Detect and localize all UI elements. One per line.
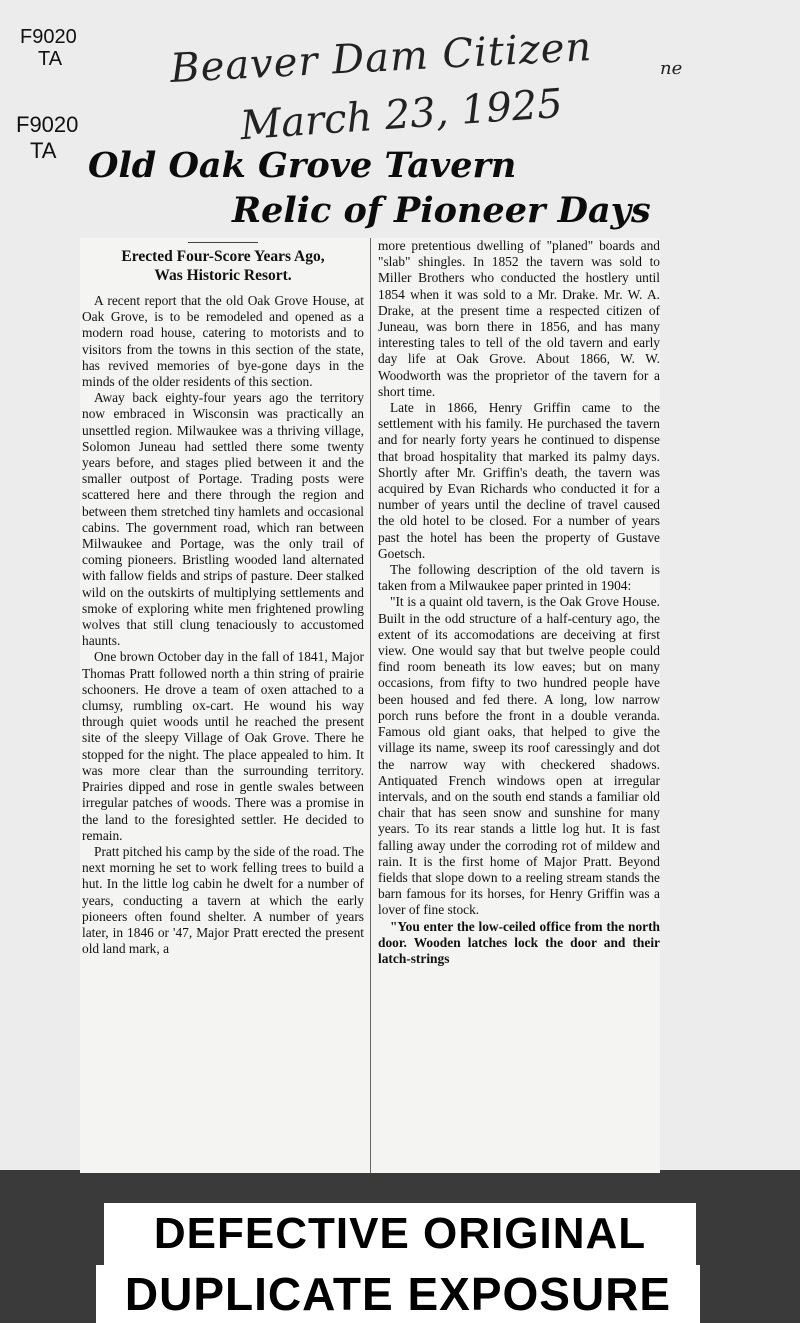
headline-line-1: Old Oak Grove Tavern <box>88 145 517 186</box>
catalog-code-1-number: F9020 <box>20 26 77 48</box>
article-column-1 <box>82 238 364 957</box>
paragraph: Away back eighty-four years ago the territory now embraced in Wisconsin was practically an unsettled region. Milwaukee was a thriving village, Solomon Juneau had settled there some twenty years before, and stages plied between it and the smaller outpost of Portage. Trading posts were scattered here and there through the region and between them stretched tiny hamlets and occasional cabins. The government road, which ran between Milwaukee and Portage, was the only trail of coming pioneers. Bristling wooded land alternated with fallow fields and strips of pasture. Deer stalked wild on the outskirts of multiplying settlements and smoke of exploring white men frightened prowling wolves that still clung tenaciously to accustomed haunts. <box>82 390 364 649</box>
catalog-code-2-suffix: TA <box>30 138 57 163</box>
margin-mark: ne <box>660 58 683 79</box>
article-column-2 <box>378 238 660 967</box>
column-divider <box>370 238 371 1173</box>
handwritten-publication: Beaver Dam Citizen <box>169 23 594 93</box>
paragraph: Late in 1866, Henry Griffin came to the settlement with his family. He purchased the tavern and for nearly forty years he continued to dispense that broad hospitality that marked its palmy days. Shortly after Mr. Griffin's death, the tavern was acquired by Evan Richards who conducted it for a number of years until the decline of travel caused the old hotel to be closed. For a number of years past the hotel has been the property of Gustave Goetsch. <box>378 400 660 561</box>
headline-line-2: Relic of Pioneer Days <box>232 190 651 231</box>
paragraph: One brown October day in the fall of 1841, Major Thomas Pratt followed north a thin string of prairie schooners. He drove a team of oxen attached to a clumsy, rumbling ox-cart. He wound his way through quiet woods until he reached the present site of the sleepy Village of Oak Grove. There he stopped for the night. The place appealed to him. It was more clear than the surrounding territory. Prairies dipped and rose in gentle swales between irregular patches of woods. There was a promise in the land to the foresighted settler. He decided to remain. <box>82 649 364 843</box>
handwritten-date: March 23, 1925 <box>238 80 565 150</box>
paragraph: A recent report that the old Oak Grove House, at Oak Grove, is to be remodeled and opened as a modern road house, catering to motorists and to visitors from the towns in this section of the state, has revived memories of bye-gone days in the minds of the older residents of this section. <box>82 293 364 390</box>
catalog-code-2 <box>16 112 78 164</box>
paragraph: "You enter the low-ceiled office from the north door. Wooden latches lock the door and their latch-strings <box>378 918 660 966</box>
catalog-code-1 <box>20 26 77 70</box>
duplicate-exposure-stamp: DUPLICATE EXPOSURE <box>96 1265 700 1323</box>
catalog-code-1-suffix: TA <box>38 48 63 70</box>
catalog-code-2-number: F9020 <box>16 112 79 137</box>
subheadline <box>82 247 364 285</box>
paragraph: The following description of the old tavern is taken from a Milwaukee paper printed in 1904: <box>378 562 660 594</box>
paragraph: "It is a quaint old tavern, is the Oak Grove House. Built in the odd structure of a half-century ago, the extent of its accomodations are deceiving at first view. One would say that but twelve people could find room beneath its low eaves; but on many occasions, from fifty to two hundred people have been housed and fed there. A long, low narrow porch runs before the front in a double veranda. Famous old giant oaks, that helped to give the village its name, sweep its roof caressingly and dot the narrow way with checkered shadows. Antiquated French windows open at irregular intervals, and on the south end stands a familiar old chair that has seen snow and sunshine for many years. To its rear stands a little log hut. It is fast falling away under the corroding rot of mildew and rain. It is the first home of Major Pratt. Beyond fields that slope down to a reeling stream stands the barn famous for its horses, for Henry Griffin was a lover of fine stock. <box>378 594 660 918</box>
article-body <box>80 238 660 1173</box>
defective-original-stamp: DEFECTIVE ORIGINAL <box>104 1203 696 1265</box>
paragraph: Pratt pitched his camp by the side of the road. The next morning he set to work felling trees to build a hut. In the little log cabin he dwelt for a number of years, conducting a tavern at which the early pioneers often found shelter. A number of years later, in 1846 or '47, Major Pratt erected the present old land mark, a <box>82 843 364 957</box>
subheadline-line-1: Erected Four-Score Years Ago, <box>121 248 325 265</box>
subhead-rule <box>188 242 258 243</box>
subheadline-line-2: Was Historic Resort. <box>154 267 292 284</box>
paragraph: more pretentious dwelling of "planed" boards and "slab" shingles. In 1852 the tavern was sold to Miller Brothers who conducted the hostlery until 1854 when it was sold to a Mr. Drake. Mr. W. A. Drake, at the present time a respected citizen of Juneau, was born there in 1856, and has many interesting tales to tell of the old tavern and early day life at Oak Grove. About 1866, W. W. Woodworth was the proprietor of the tavern for a short time. <box>378 238 660 399</box>
